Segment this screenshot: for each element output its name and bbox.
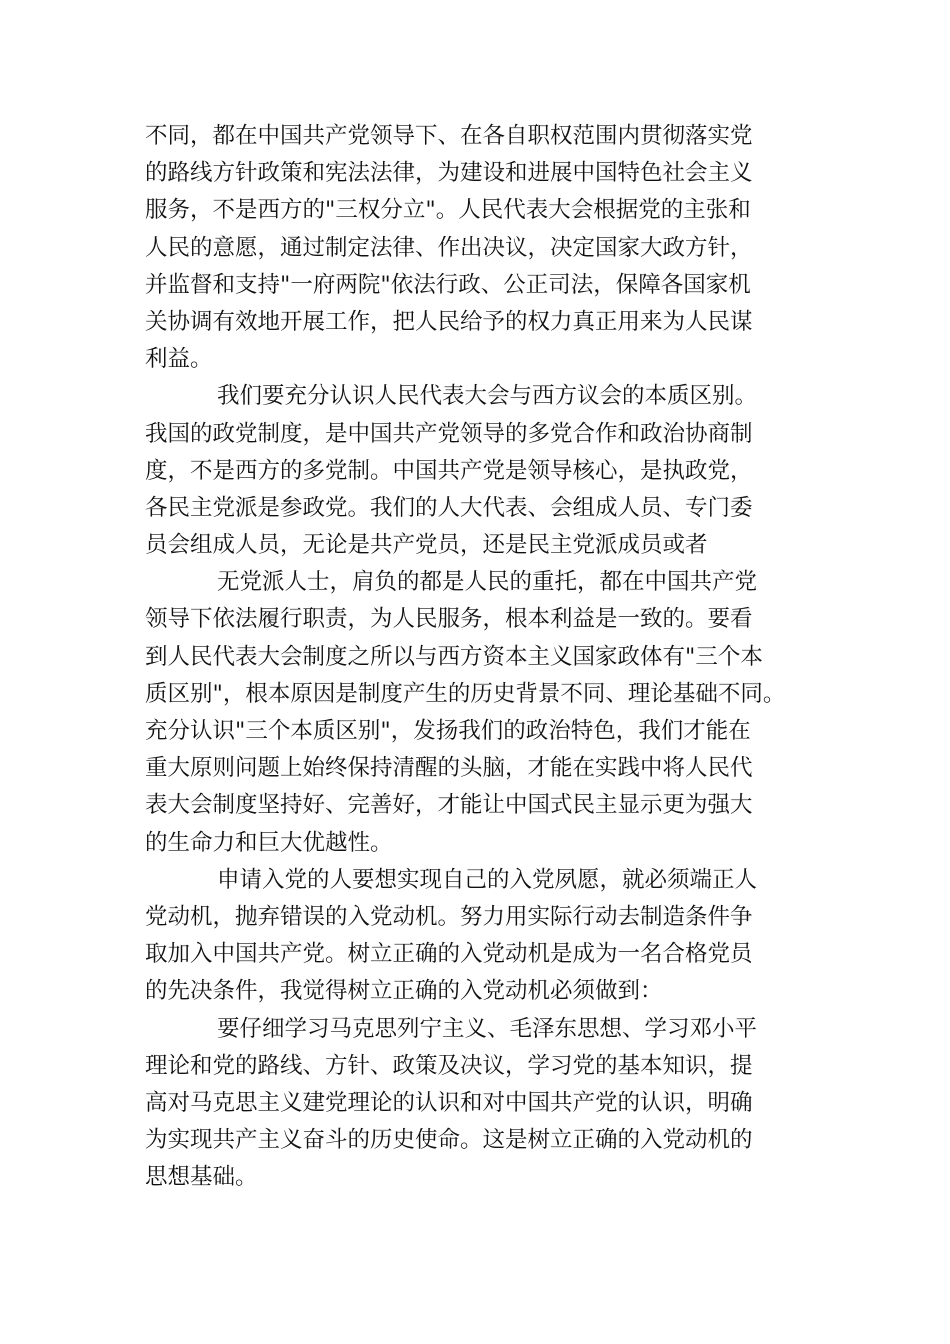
- document-body: [145, 118, 845, 1196]
- text-line: 度，不是西方的多党制。中国共产党是领导核心，是执政党，: [145, 457, 753, 484]
- text-line: 理论和党的路线、方针、政策及决议，学习党的基本知识，提: [145, 1052, 753, 1079]
- paragraph-3: [145, 564, 845, 862]
- paragraph-2: [145, 378, 845, 564]
- text-line: 并监督和支持"一府两院"依法行政、公正司法，保障各国家机: [145, 271, 751, 298]
- text-line: 服务，不是西方的"三权分立"。人民代表大会根据党的主张和: [145, 197, 751, 224]
- text-line: 为实现共产主义奋斗的历史使命。这是树立正确的入党动机的: [145, 1127, 753, 1154]
- text-line: 党动机，抛弃错误的入党动机。努力用实际行动去制造条件争: [145, 903, 753, 930]
- text-line: 质区别"，根本原因是制度产生的历史背景不同、理论基础不同。: [145, 680, 786, 707]
- text-line: 重大原则问题上始终保持清醒的头脑，才能在实践中将人民代: [145, 755, 753, 782]
- text-line: 各民主党派是参政党。我们的人大代表、会组成人员、专门委: [145, 494, 753, 521]
- paragraph-4: [145, 862, 845, 1011]
- text-line: 的先决条件，我觉得树立正确的入党动机必须做到：: [145, 978, 663, 1005]
- text-line: 不同，都在中国共产党领导下、在各自职权范围内贯彻落实党: [145, 123, 753, 149]
- text-line: 要仔细学习马克思列宁主义、毛泽东思想、学习邓小平: [217, 1015, 758, 1042]
- text-line: 思想基础。: [145, 1164, 258, 1191]
- text-line: 充分认识"三个本质区别"，发扬我们的政治特色，我们才能在: [145, 718, 751, 744]
- paragraph-5: [145, 1011, 845, 1197]
- text-line: 领导下依法履行职责，为人民服务，根本利益是一致的。要看: [145, 606, 753, 633]
- paragraph-1: [145, 118, 845, 378]
- text-line: 无党派人士，肩负的都是人民的重托，都在中国共产党: [217, 569, 758, 596]
- text-line: 表大会制度坚持好、完善好，才能让中国式民主显示更为强大: [145, 792, 753, 819]
- text-line: 申请入党的人要想实现自己的入党夙愿，就必须端正人: [217, 866, 758, 893]
- text-line: 高对马克思主义建党理论的认识和对中国共产党的认识，明确: [145, 1089, 753, 1116]
- text-line: 的生命力和巨大优越性。: [145, 829, 393, 856]
- text-line: 取加入中国共产党。树立正确的入党动机是成为一名合格党员: [145, 941, 753, 968]
- text-line: 到人民代表大会制度之所以与西方资本主义国家政体有"三个本: [145, 643, 763, 670]
- text-line: 利益。: [145, 346, 213, 373]
- text-line: 我国的政党制度，是中国共产党领导的多党合作和政治协商制: [145, 420, 753, 447]
- text-line: 我们要充分认识人民代表大会与西方议会的本质区别。: [217, 383, 758, 410]
- text-line: 关协调有效地开展工作，把人民给予的权力真正用来为人民谋: [145, 308, 753, 335]
- text-line: 的路线方针政策和宪法法律，为建设和进展中国特色社会主义: [145, 160, 753, 187]
- text-line: 人民的意愿，通过制定法律、作出决议，决定国家大政方针，: [145, 234, 753, 261]
- text-line: 员会组成人员，无论是共产党员，还是民主党派成员或者: [145, 532, 708, 559]
